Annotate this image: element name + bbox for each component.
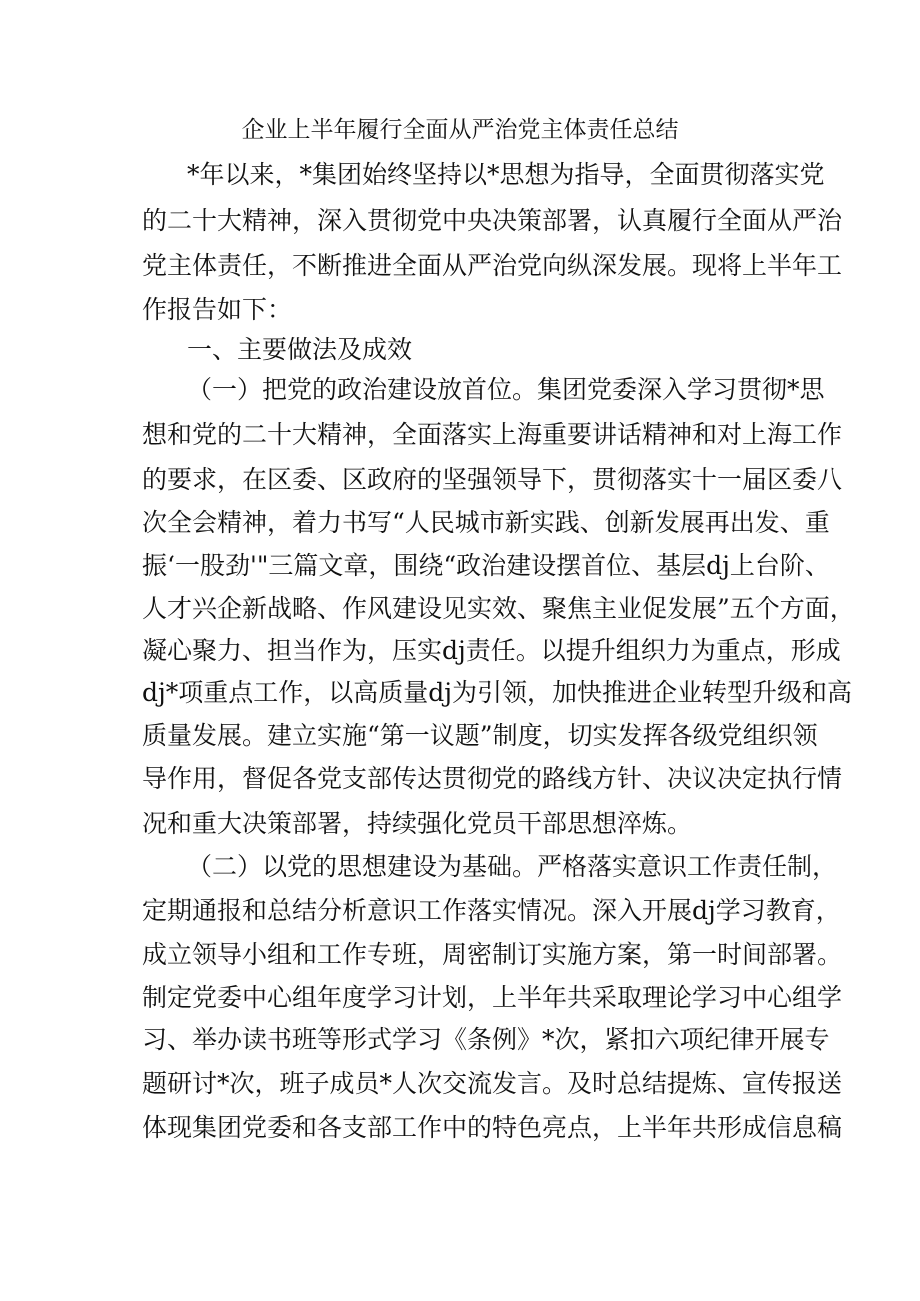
paragraph-line: 成立领导小组和工作专班，周密制订实施方案，第一时间部署。 [142, 940, 843, 969]
paragraph-line: 凝心聚力、担当作为，压实dj责任。以提升组织力为重点，形成 [142, 636, 841, 665]
paragraph-line: 次全会精神，着力书写“人民城市新实践、创新发展再出发、重 [142, 508, 830, 537]
paragraph-line: 体现集团党委和各支部工作中的特色亮点，上半年共形成信息稿 [142, 1113, 843, 1142]
document-title: 企业上半年履行全面从严治党主体责任总结 [241, 117, 679, 143]
paragraph-line: dj*项重点工作，以高质量dj为引领，加快推进企业转型升级和高 [142, 678, 853, 707]
paragraph-line: （二）以党的思想建设为基础。严格落实意识工作责任制， [187, 852, 838, 881]
paragraph-line: 导作用，督促各党支部传达贯彻党的路线方针、决议决定执行情 [142, 764, 843, 793]
paragraph-line: 振‘一股劲'"三篇文章，围绕“政治建设摆首位、基层dj上台阶、 [142, 551, 830, 580]
paragraph-line: 的要求，在区委、区政府的坚强领导下，贯彻落实十一届区委八 [142, 465, 843, 494]
paragraph-line: 党主体责任，不断推进全面从严治党向纵深发展。现将上半年工 [142, 251, 843, 280]
paragraph-line: （一）把党的政治建设放首位。集团党委深入学习贯彻*思 [187, 375, 825, 404]
paragraph-line: 习、举办读书班等形式学习《条例》*次，紧扣六项纪律开展专 [142, 1025, 830, 1054]
paragraph-line: 制定党委中心组年度学习计划，上半年共采取理论学习中心组学 [142, 983, 843, 1012]
section-heading: 一、主要做法及成效 [187, 335, 413, 364]
paragraph-line: 的二十大精神，深入贯彻党中央决策部署，认真履行全面从严治 [142, 206, 843, 235]
paragraph-line: 况和重大决策部署，持续强化党员干部思想淬炼。 [142, 809, 693, 838]
paragraph-line: 质量发展。建立实施“第一议题”制度，切实发挥各级党组织领 [142, 721, 818, 750]
paragraph-line: *年以来，*集团始终坚持以*思想为指导，全面贯彻落实党 [187, 160, 825, 189]
paragraph-line: 题研讨*次，班子成员*人次交流发言。及时总结提炼、宣传报送 [142, 1069, 843, 1098]
paragraph-line: 作报告如下： [142, 295, 293, 324]
paragraph-line: 想和党的二十大精神，全面落实上海重要讲话精神和对上海工作 [142, 420, 843, 449]
paragraph-line: 人才兴企新战略、作风建设见实效、聚焦主业促发展”五个方面， [142, 594, 855, 623]
paragraph-line: 定期通报和总结分析意识工作落实情况。深入开展dj学习教育， [142, 896, 841, 925]
